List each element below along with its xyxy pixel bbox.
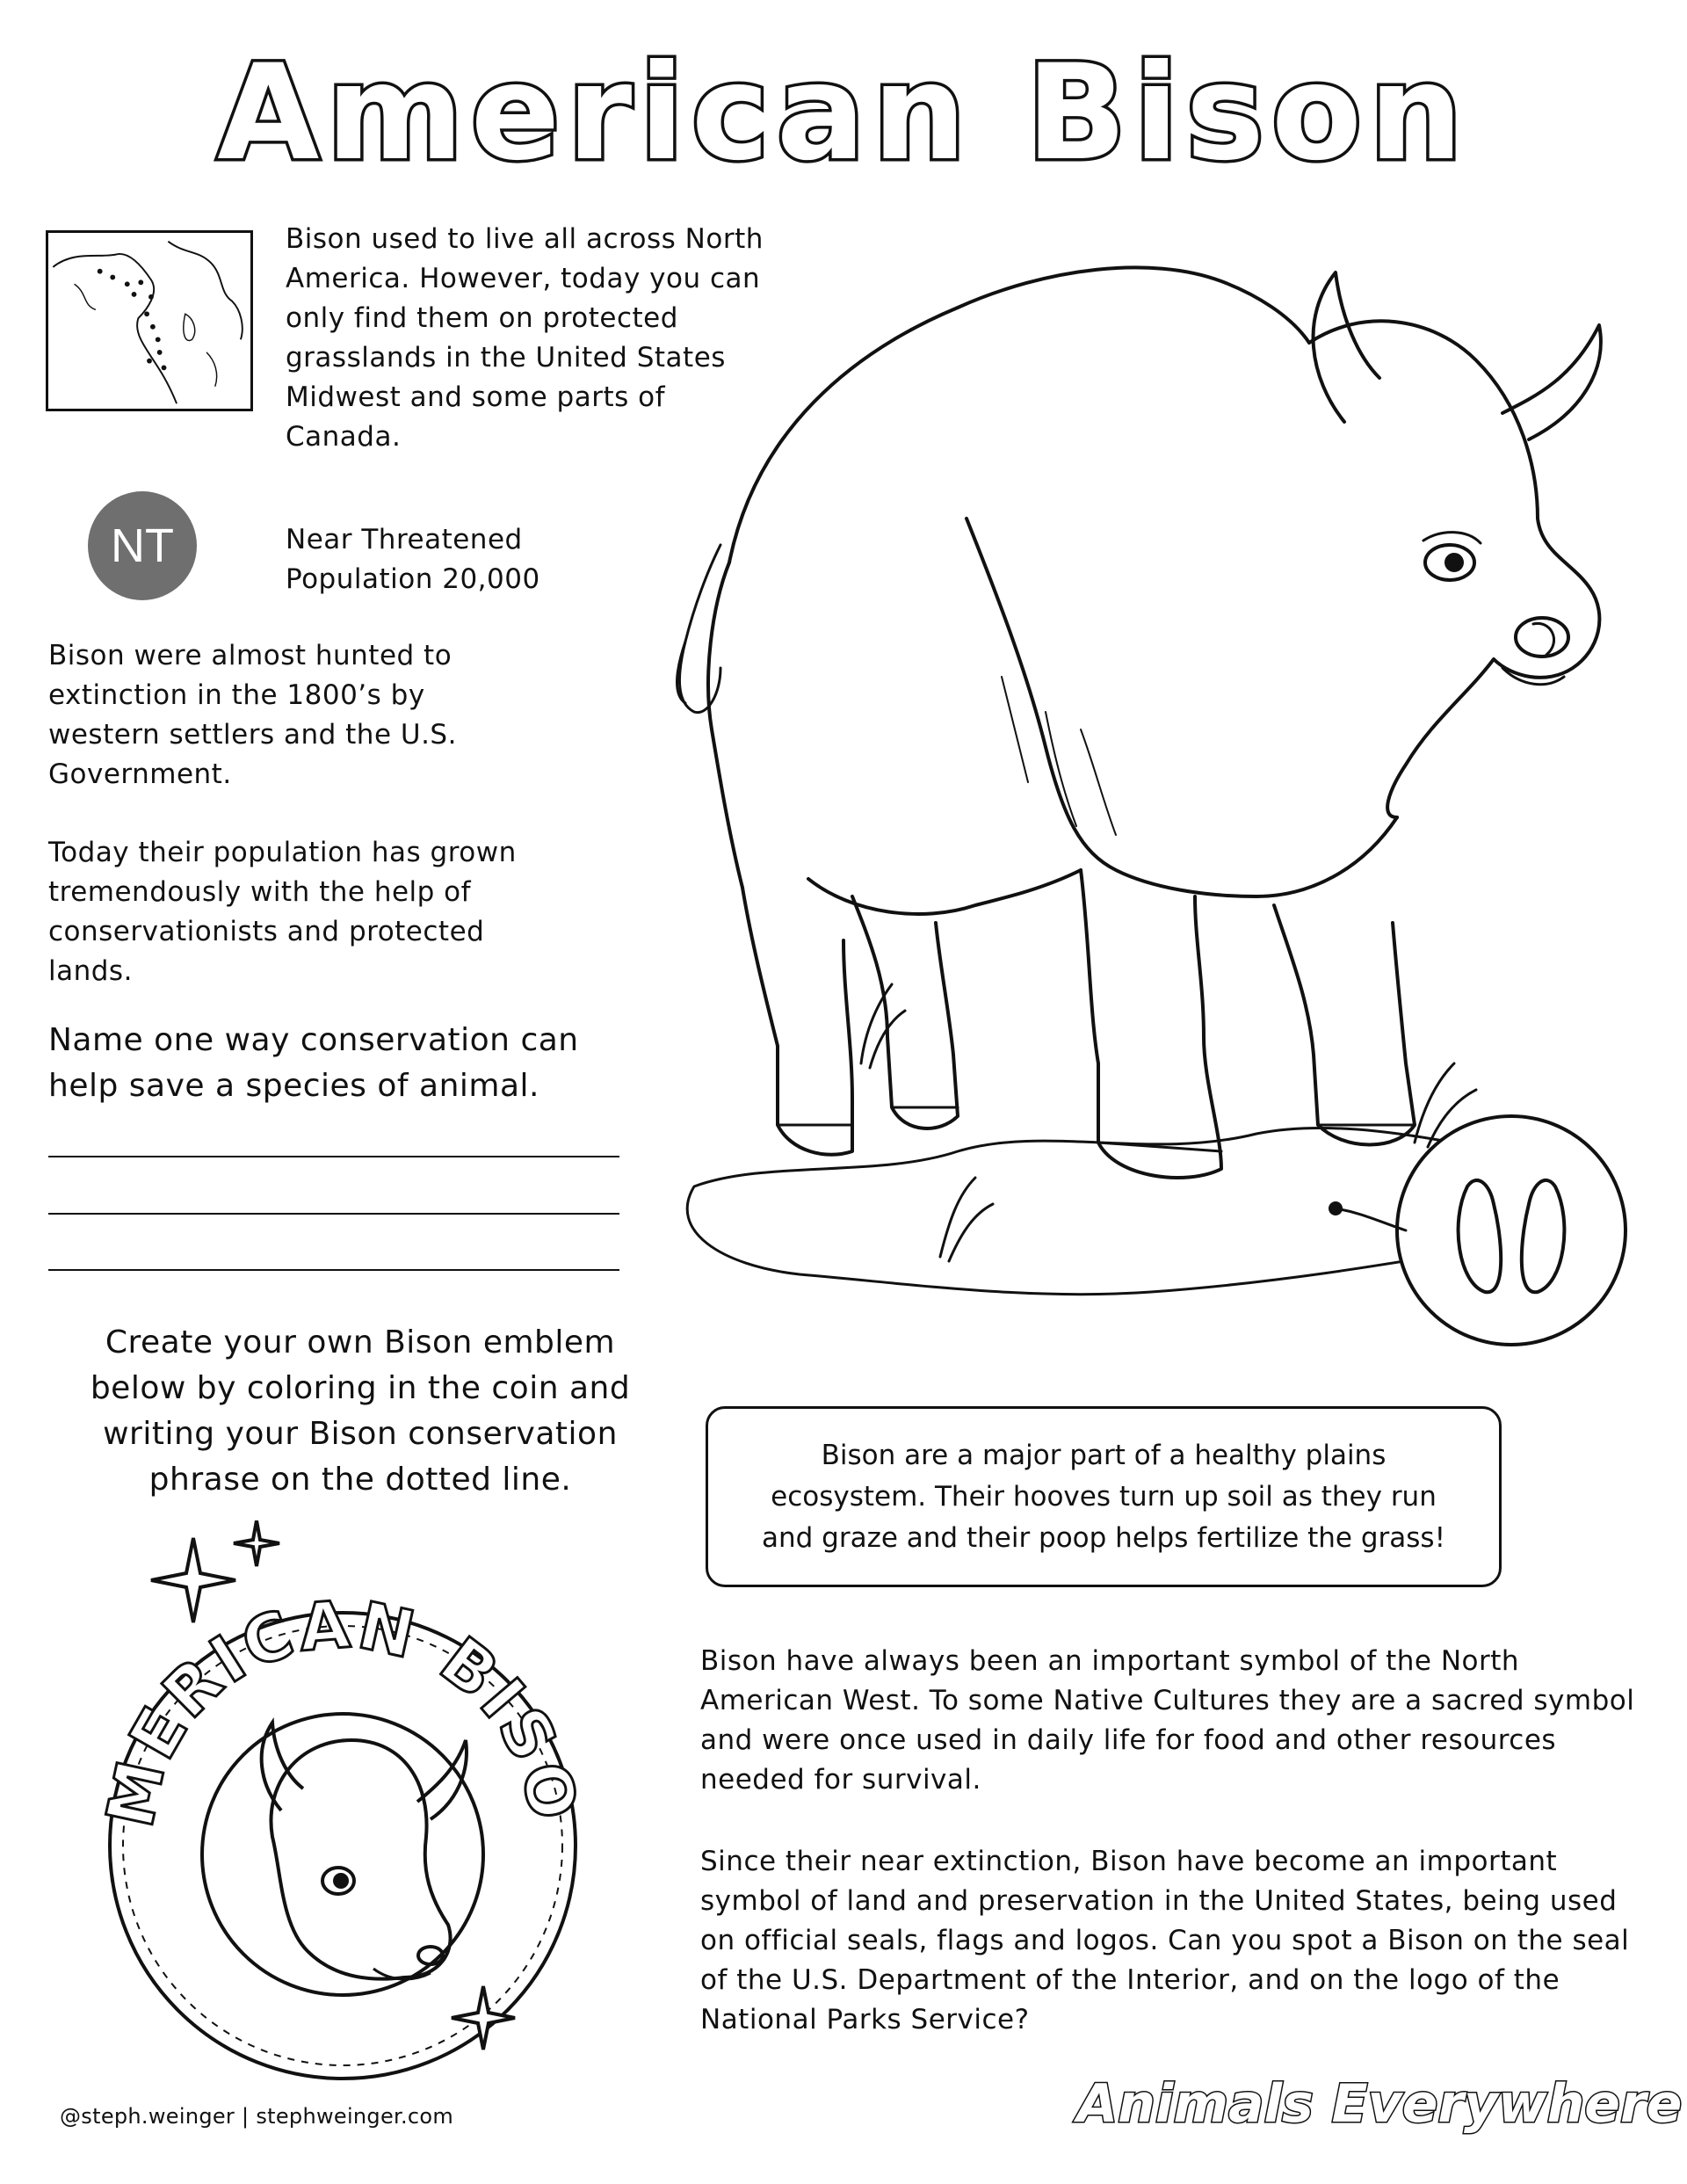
answer-line-3[interactable] bbox=[48, 1269, 619, 1271]
badge-label: NT bbox=[111, 519, 174, 572]
conservation-status bbox=[286, 520, 637, 599]
symbolism-paragraph-2: Since their near extinction, Bison have become an important symbol of land and preservation in the United States, being used on official seals, flags and logos. Can you spot a Bison on the seal of the U.S. Department of the Interior, and on the logo of the National Parks Service? bbox=[700, 1846, 1630, 2035]
emblem-instructions: Create your own Bison emblem below by coloring in the coin and writing your Bison conservation phrase on the dotted line. bbox=[90, 1324, 631, 1498]
conservation-status-badge bbox=[88, 491, 197, 600]
answer-line-1[interactable] bbox=[48, 1156, 619, 1157]
status-label: Near Threatened bbox=[286, 524, 523, 555]
history-paragraph-1: Bison were almost hunted to extinction in the 1800’s by western settlers and the U.S. Government. bbox=[48, 640, 457, 790]
range-map bbox=[46, 230, 253, 411]
credit-text: @steph.weinger | stephweinger.com bbox=[60, 2104, 454, 2129]
brand-logo bbox=[1076, 2062, 1683, 2141]
history-paragraph-2: Today their population has grown tremendously with the help of conservationists and protected lands. bbox=[48, 837, 517, 987]
north-america-map-icon bbox=[48, 233, 250, 409]
population-label: Population 20,000 bbox=[286, 563, 540, 595]
brand-logo-text: Animals Everywhere bbox=[1076, 2073, 1683, 2135]
conservation-question: Name one way conservation can help save a species of animal. bbox=[48, 1022, 579, 1104]
answer-line-2[interactable] bbox=[48, 1213, 619, 1215]
page-title-text: American Bison bbox=[217, 37, 1470, 190]
bison-illustration bbox=[589, 149, 1678, 1415]
emblem-arc-text: MERICAN BISO bbox=[92, 1586, 592, 1834]
ecosystem-fact-text: Bison are a major part of a healthy plains ecosystem. Their hooves turn up soil as they run and graze and their poop helps fertilize the grass! bbox=[761, 1439, 1445, 1554]
ecosystem-fact-box bbox=[706, 1406, 1502, 1587]
bison-emblem-coin[interactable] bbox=[70, 1520, 615, 2083]
symbolism-paragraph-1: Bison have always been an important symbol of the North American West. To some Native Cultures they are a sacred symbol and were once used in daily life for food and other resources needed for survival. bbox=[700, 1645, 1635, 1796]
range-description: Bison used to live all across North America. However, today you can only find them on protected grasslands in the United States Midwest and some parts of Canada. bbox=[286, 223, 764, 453]
